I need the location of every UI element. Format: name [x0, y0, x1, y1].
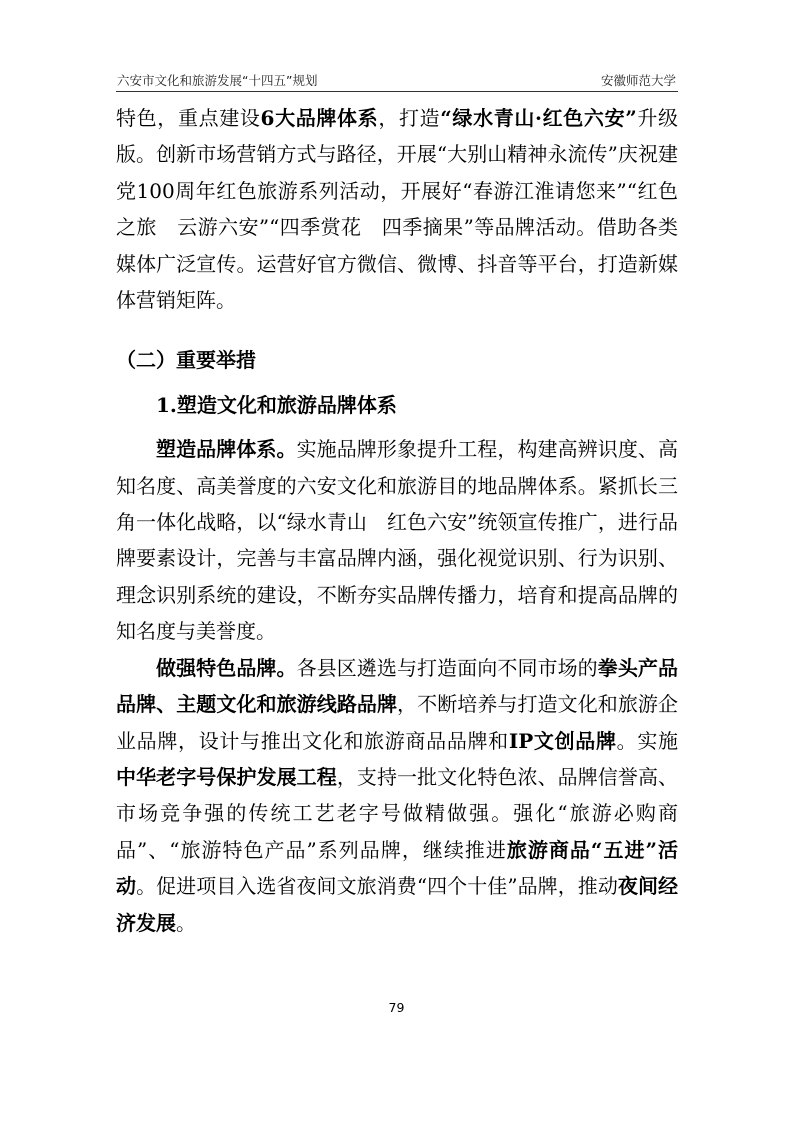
- text-run: ，打造: [378, 106, 441, 130]
- bold-run: 夜间经济发展: [116, 874, 679, 935]
- header-document-title: 六安市文化和旅游发展“十四五”规划: [117, 73, 318, 88]
- bold-run: “绿水青山·红色六安”: [440, 106, 637, 130]
- paragraph-brand-system: [116, 431, 678, 649]
- text-run: 。促进项目入选省夜间文旅消费“四个十佳”品牌，推动: [136, 874, 618, 899]
- bold-run: 6大品牌体系: [260, 106, 379, 130]
- text-run: 。: [176, 910, 196, 935]
- bold-run: 旅游商品“五进”活动: [116, 837, 678, 899]
- bold-run: 中华老字号保护发展工程: [116, 764, 337, 789]
- header-rule: [116, 91, 678, 92]
- paragraph-branding-intro: [116, 100, 678, 318]
- subsection-heading: 1.塑造文化和旅游品牌体系: [156, 392, 397, 417]
- bold-run: 拳头产品品牌、主题文化和旅游线路品牌: [116, 655, 679, 717]
- text-run: 各县区遴选与打造面向不同市场的: [296, 655, 598, 680]
- bold-run: 做强特色品牌。: [156, 655, 297, 680]
- section-heading: （二）重要举措: [116, 348, 256, 373]
- text-run: 实施品牌形象提升工程，构建高辨识度、高知名度、高美誉度的六安文化和旅游目的地品牌体系。紧抓长三角一体化战略，以“绿水青山 红色六安”统领宣传推广，进行品牌要素设计，完善与丰富品牌内涵，强化视觉识别、行为识别、理念识别系统的建设，不断夯实品牌传播力，培育和提高品牌的知名度与美誉度。: [116, 437, 679, 644]
- bold-run: IP文创品牌: [508, 728, 617, 753]
- text-run: ，支持一批文化特色浓、品牌信誉高、市场竞争强的传统工艺老字号做精做强。强化“旅游必购商品”、“旅游特色产品”系列品牌，继续推进: [116, 764, 679, 862]
- bold-run: 塑造品牌体系。: [156, 437, 297, 462]
- text-run: 。实施: [616, 728, 678, 753]
- text-run: ，不断培养与打造文化和旅游企业品牌，设计与推出文化和旅游商品品牌和: [116, 692, 679, 753]
- document-body: [116, 100, 678, 941]
- page-number: 79: [388, 1000, 405, 1015]
- text-run: 升级版。创新市场营销方式与路径，开展“大别山精神永流传”庆祝建党100周年红色旅游系列活动，开展好“春游江淮请您来”“红色之旅 云游六安”“四季赏花 四季摘果”等品牌活动。借助各类媒体广泛宣传。运营好官方微信、微博、抖音等平台，打造新媒体营销矩阵。: [116, 106, 679, 313]
- text-run: 特色，重点建设: [116, 106, 261, 130]
- paragraph-featured-brands: [116, 650, 678, 941]
- running-header: [117, 71, 676, 89]
- header-institution: 安徽师范大学: [600, 73, 676, 88]
